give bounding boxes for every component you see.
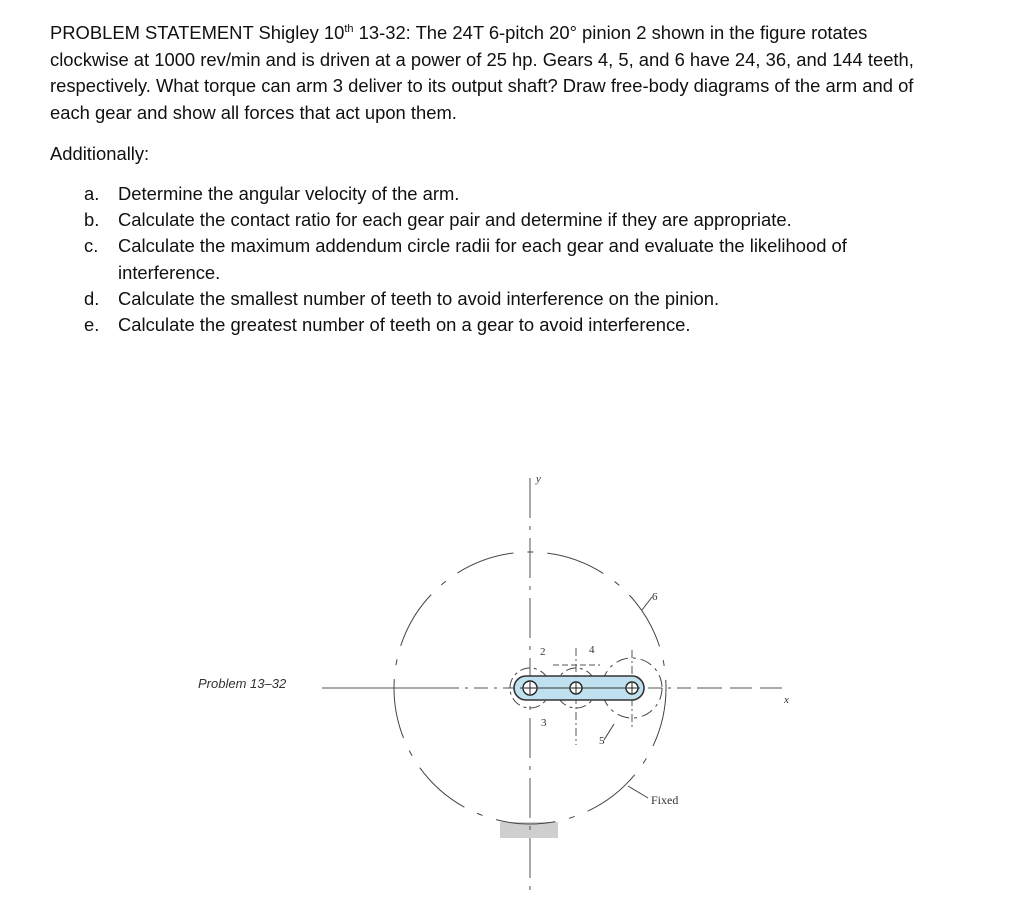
statement-body: 13-32: The 24T 6-pitch 20° pinion 2 shown in the figure rotates clockwise at 1000 rev/min and is driven at a power of 25 hp. Gears 4, 5, and 6 have 24, 36, and 144 teeth, respectively. What torque can arm 3 deliver to its output shaft? Draw free-body diagrams of the arm and of each gear and show all forces that act upon them. (50, 22, 914, 123)
gear-6-label: 6 (652, 591, 658, 603)
statement-lead: PROBLEM STATEMENT Shigley 10 (50, 22, 345, 43)
additionally-heading: Additionally: (50, 143, 150, 164)
gear-train-figure (0, 460, 1024, 916)
pivot-gear-2 (523, 681, 537, 695)
task-item (84, 312, 954, 338)
task-item (84, 286, 954, 312)
task-text: Calculate the greatest number of teeth on a gear to avoid interference. (118, 314, 691, 336)
gear-6-leader (642, 597, 652, 610)
task-text: Calculate the maximum addendum circle radii for each gear and evaluate the likelihood of interference. (118, 235, 847, 283)
task-marker: c. (84, 235, 99, 257)
task-marker: a. (84, 183, 100, 204)
axis-x-label: x (784, 694, 789, 706)
fixed-label: Fixed (651, 793, 679, 807)
task-text: Calculate the smallest number of teeth to avoid interference on the pinion. (118, 287, 720, 309)
gear-4-label: 4 (589, 644, 595, 656)
task-text: Calculate the contact ratio for each gear pair and determine if they are appropriate. (118, 209, 792, 231)
gear-5-leader (604, 724, 614, 740)
figure-caption: Problem 13–32 (198, 676, 287, 691)
task-text: Determine the angular velocity of the arm. (118, 183, 460, 204)
task-item (84, 207, 954, 233)
task-item (84, 181, 954, 207)
task-marker: b. (84, 209, 100, 231)
statement-superscript: th (344, 22, 354, 35)
problem-statement (50, 20, 950, 126)
pivot-gear-5 (626, 682, 638, 694)
pivot-gear-4 (570, 682, 582, 694)
task-marker: d. (84, 287, 100, 309)
fixed-leader (628, 786, 648, 798)
task-item (84, 233, 954, 285)
gear-5-label: 5 (599, 735, 605, 747)
axis-y-label: y (536, 473, 541, 485)
task-marker: e. (84, 314, 100, 336)
arm-3-label: 3 (541, 717, 547, 729)
task-list (84, 181, 954, 338)
gear-2-label: 2 (540, 646, 546, 658)
